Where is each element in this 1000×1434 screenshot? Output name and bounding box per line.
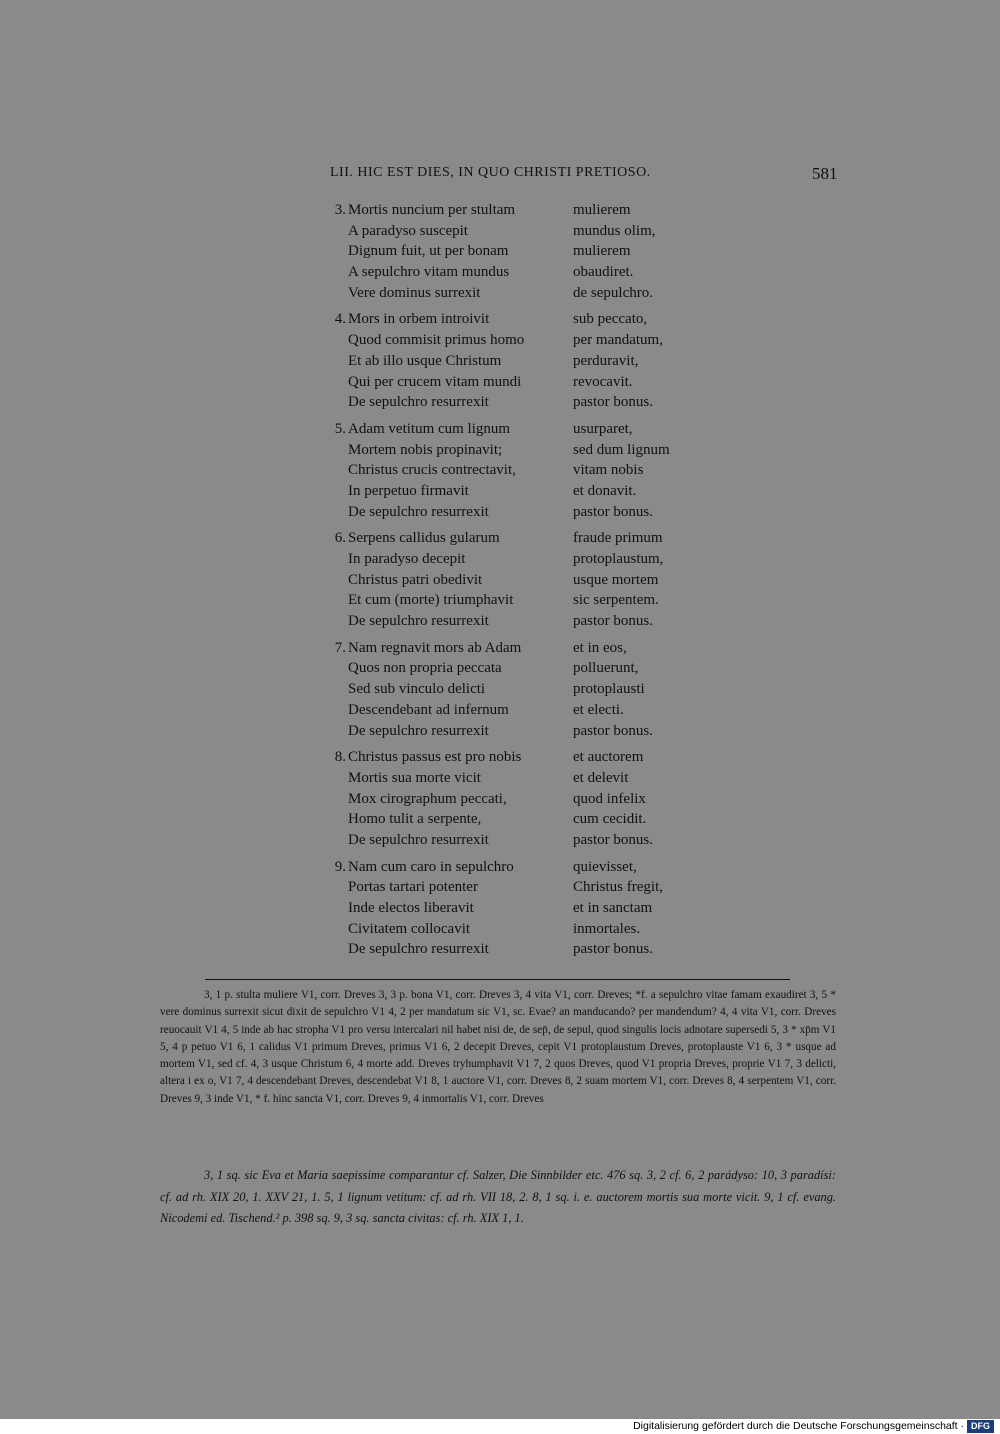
verse-first-half: Portas tartari potenter	[348, 879, 478, 896]
verse-first-half: Mortem nobis propinavit;	[348, 441, 503, 458]
stanza-number	[320, 372, 348, 393]
verse-second-half: fraude primum	[573, 530, 663, 547]
verse-first-half: Qui per crucem vitam mundi	[348, 373, 522, 390]
stanza-number	[320, 440, 348, 461]
verse-second-half: et donavit.	[573, 482, 637, 499]
verse-line	[320, 309, 740, 330]
verse-line	[320, 919, 740, 940]
verse-line	[320, 679, 740, 700]
verse-second-half: sic serpentem.	[573, 592, 659, 609]
verse-first-half: Homo tulit a serpente,	[348, 811, 482, 828]
verse-line	[320, 590, 740, 611]
verse-second-half: usurparet,	[573, 420, 633, 437]
verse-line	[320, 939, 740, 960]
verse-line	[320, 221, 740, 242]
stanza-number	[320, 809, 348, 830]
verse-second-half: mundus olim,	[573, 222, 656, 239]
stanza-number: 5.	[334, 420, 346, 437]
verse-first-half: Christus passus est pro nobis	[348, 749, 522, 766]
verse-first-half: Dignum fuit, ut per bonam	[348, 243, 509, 260]
verse-line	[320, 768, 740, 789]
verse-first-half: In perpetuo firmavit	[348, 482, 469, 499]
verse-second-half: Christus fregit,	[573, 879, 663, 896]
verse-first-half: Et ab illo usque Christum	[348, 352, 502, 369]
references-text: 3, 1 sq. sic Eva et Maria saepissime comparantur cf. Salzer, Die Sinnbilder etc. 476 sq. 3, 2 cf. 6, 2 parádyso: 10, 3 paradísi: cf. ad rh. XIX 20, 1. XXV 21, 1. 5, 1 lignum vetitum: cf. ad rh. VII 18, 2. 8, 1 sq. i. e. auctorem mortis sua morte vicit. 9, 1 cf. evang. Nicodemi ed. Tischend.² p. 398 sq. 9, 3 sq. sancta civitas: cf. rh. XIX 1, 1.	[160, 1168, 836, 1225]
footnote-rule	[205, 979, 790, 980]
verse-second-half: et in sanctam	[573, 900, 653, 916]
stanza	[320, 528, 740, 631]
stanza	[320, 419, 740, 522]
verse-first-half: De sepulchro resurrexit	[348, 613, 489, 630]
verse-second-half: et in eos,	[573, 639, 627, 656]
verse-second-half: quievisset,	[573, 858, 637, 875]
verse-second-half: revocavit.	[573, 373, 633, 390]
stanza	[320, 638, 740, 741]
stanza-number	[320, 549, 348, 570]
verse-line	[320, 392, 740, 413]
stanza-number	[320, 351, 348, 372]
verse-line	[320, 721, 740, 742]
verse-line	[320, 638, 740, 659]
verse-first-half: Mortis nuncium per stultam	[348, 202, 516, 218]
verse-first-half: Mox cirographum peccati,	[348, 790, 507, 807]
stanza-number	[320, 679, 348, 700]
verse-first-half: Mors in orbem introivit	[348, 311, 490, 328]
verse-first-half: Inde electos liberavit	[348, 900, 474, 916]
stanza-number	[320, 768, 348, 789]
stanza	[320, 309, 740, 412]
verse-second-half: sed dum lignum	[573, 441, 670, 458]
verse-second-half: inmortales.	[573, 920, 641, 937]
stanza-number: 3.	[334, 202, 346, 218]
stanza-number	[320, 283, 348, 304]
verse-second-half: de sepulchro.	[573, 284, 653, 301]
verse-second-half: et auctorem	[573, 749, 644, 766]
verse-first-half: Christus patri obedivit	[348, 571, 483, 588]
verse-second-half: pastor bonus.	[573, 503, 653, 520]
verse-line	[320, 262, 740, 283]
verse-line	[320, 330, 740, 351]
verse-line	[320, 241, 740, 262]
verse-second-half: mulierem	[573, 202, 631, 218]
stanza-number	[320, 721, 348, 742]
stanza-number	[320, 241, 348, 262]
verse-first-half: Et cum (morte) triumphavit	[348, 592, 514, 609]
verse-first-half: De sepulchro resurrexit	[348, 394, 489, 411]
verse-first-half: Mortis sua morte vicit	[348, 769, 481, 786]
verse-second-half: pastor bonus.	[573, 831, 653, 848]
stanza-number	[320, 658, 348, 679]
verse-first-half: De sepulchro resurrexit	[348, 831, 489, 848]
poem-body	[320, 200, 740, 966]
stanza-number: 9.	[334, 858, 346, 875]
verse-first-half: De sepulchro resurrexit	[348, 503, 489, 520]
verse-second-half: polluerunt,	[573, 660, 639, 677]
verse-second-half: et delevit	[573, 769, 629, 786]
verse-first-half: De sepulchro resurrexit	[348, 941, 489, 958]
funding-credit: Digitalisierung gefördert durch die Deutsche Forschungsgemeinschaft ·	[633, 1420, 964, 1432]
verse-second-half: pastor bonus.	[573, 613, 653, 630]
critical-apparatus	[160, 987, 836, 1108]
verse-second-half: vitam nobis	[573, 462, 644, 479]
references	[160, 1165, 836, 1230]
verse-first-half: Quod commisit primus homo	[348, 332, 525, 349]
stanza-number	[320, 502, 348, 523]
verse-second-half: perduravit,	[573, 352, 639, 369]
verse-first-half: Quos non propria peccata	[348, 660, 502, 677]
verse-second-half: protoplaustum,	[573, 551, 664, 567]
verse-second-half: et electi.	[573, 701, 624, 718]
verse-line	[320, 440, 740, 461]
verse-first-half: In paradyso decepit	[348, 551, 466, 567]
stanza-number	[320, 898, 348, 919]
verse-second-half: sub peccato,	[573, 311, 648, 328]
verse-first-half: A sepulchro vitam mundus	[348, 264, 510, 281]
verse-line	[320, 502, 740, 523]
verse-line	[320, 528, 740, 549]
verse-first-half: De sepulchro resurrexit	[348, 722, 489, 739]
verse-second-half: quod infelix	[573, 790, 646, 807]
verse-line	[320, 570, 740, 591]
verse-second-half: obaudiret.	[573, 264, 634, 281]
verse-first-half: Descendebant ad infernum	[348, 701, 509, 718]
stanza	[320, 857, 740, 960]
verse-first-half: Civitatem collocavit	[348, 920, 471, 937]
verse-line	[320, 372, 740, 393]
verse-line	[320, 747, 740, 768]
apparatus-text: 3, 1 p. stulta muliere V1, corr. Dreves 3, 3 p. bona V1, corr. Dreves 3, 4 vita V1, corr. Dreves; *f. a sepulchro vitae famam exaudiret 3, 5 * vere dominus surrexit sicut dixit de sepulchro V1 4, 2 per mandatum sic V1, sc. Evae? an manducando? per mandendum? 4, 4 vita V1, corr. Dreves reuocauit V1 4, 5 inde ab hac stropha V1 pro versu intercalari nil habet nisi de, de sep̄, de sepul, quod singulis locis adnotare supersedi 5, 3 * xp̄m V1 5, 4 p petuo V1 6, 1 calidus V1 primum Dreves, primus V1 6, 2 decepit Dreves, cepit V1 protoplaustum Dreves, protoplauste V1 6, 3 * usque ad mortem V1, sed cf. 4, 3 usque Christum 6, 4 morte add. Dreves tryhumphavit V1 7, 2 quos Dreves, quod V1 propria Dreves, proprie V1 7, 3 delicti, altera i ex o, V1 7, 4 descendebant Dreves, descendebat V1 8, 1 auctore V1, corr. Dreves 8, 2 suam mortem V1, corr. Dreves 8, 4 serpentem V1, corr. Dreves 9, 3 inde V1, * f. hinc sancta V1, corr. Dreves 9, 4 inmortalis V1, corr. Dreves	[160, 989, 836, 1105]
verse-second-half: pastor bonus.	[573, 722, 653, 739]
verse-first-half: A paradyso suscepit	[348, 222, 468, 239]
dfg-logo: DFG	[967, 1420, 994, 1433]
verse-line	[320, 789, 740, 810]
stanza-number	[320, 830, 348, 851]
verse-first-half: Sed sub vinculo delicti	[348, 681, 486, 698]
verse-line	[320, 283, 740, 304]
verse-line	[320, 857, 740, 878]
verse-line	[320, 877, 740, 898]
stanza-number	[320, 570, 348, 591]
stanza-number	[320, 700, 348, 721]
verse-line	[320, 809, 740, 830]
stanza-number	[320, 221, 348, 242]
stanza	[320, 200, 740, 303]
verse-line	[320, 419, 740, 440]
stanza-number	[320, 481, 348, 502]
verse-second-half: cum cecidit.	[573, 811, 647, 828]
verse-first-half: Nam cum caro in sepulchro	[348, 858, 514, 875]
verse-second-half: mulierem	[573, 243, 631, 260]
stanza-number	[320, 919, 348, 940]
verse-second-half: protoplausti	[573, 681, 645, 698]
stanza-number: 8.	[334, 749, 346, 766]
verse-line	[320, 898, 740, 919]
verse-line	[320, 460, 740, 481]
stanza	[320, 747, 740, 850]
verse-line	[320, 611, 740, 632]
stanza-number: 7.	[334, 639, 346, 656]
verse-second-half: usque mortem	[573, 571, 659, 588]
verse-first-half: Christus crucis contrectavit,	[348, 462, 516, 479]
running-title: LII. HIC EST DIES, IN QUO CHRISTI PRETIOSO.	[330, 165, 651, 180]
verse-second-half: per mandatum,	[573, 332, 663, 349]
stanza-number: 6.	[334, 530, 346, 547]
verse-line	[320, 481, 740, 502]
verse-line	[320, 700, 740, 721]
stanza-number	[320, 262, 348, 283]
verse-first-half: Serpens callidus gularum	[348, 530, 500, 547]
stanza-number	[320, 460, 348, 481]
verse-line	[320, 549, 740, 570]
verse-line	[320, 658, 740, 679]
stanza-number	[320, 330, 348, 351]
stanza-number	[320, 877, 348, 898]
stanza-number	[320, 392, 348, 413]
verse-first-half: Adam vetitum cum lignum	[348, 420, 511, 437]
verse-first-half: Nam regnavit mors ab Adam	[348, 639, 522, 656]
verse-second-half: pastor bonus.	[573, 941, 653, 958]
stanza-number	[320, 611, 348, 632]
verse-line	[320, 351, 740, 372]
stanza-number	[320, 590, 348, 611]
verse-line	[320, 830, 740, 851]
verse-second-half: pastor bonus.	[573, 394, 653, 411]
verse-first-half: Vere dominus surrexit	[348, 284, 481, 301]
page-number: 581	[812, 164, 838, 183]
stanza-number	[320, 789, 348, 810]
stanza-number	[320, 939, 348, 960]
stanza-number: 4.	[334, 311, 346, 328]
verse-line	[320, 200, 740, 221]
